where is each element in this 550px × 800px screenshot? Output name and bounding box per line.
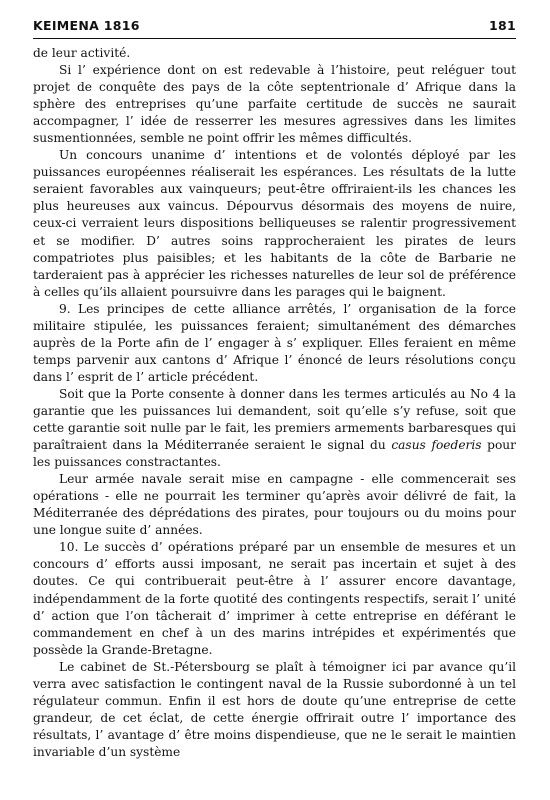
paragraph-section-10: 10. Le succès d’ opérations préparé par un ensemble de mesures et un concours d’ efforts aussi imposant, ne serait pas incertain et sujet à des doutes. Ce qui contribuerait peut-être à l’ assurer encore davantage, indépendamment de la forte quotité des contingents respectifs, serait l’ unité d’ action que l’on tâcherait d’ imprimer à cette entreprise en déférant le commandement en chef à un des marins intrépides et expérimentés que possède la Grande-Bretagne.	[33, 540, 516, 657]
paragraph: Si l’ expérience dont on est redevable à l’histoire, peut reléguer tout projet de conquête des pays de la côte septentrionale d’ Afrique dans la sphère des entreprises qu’une parfaite certitude de succès ne saurait accompagner, l’ idée de resserrer les mesures agressives dans les limites susmentionnées, semble ne point offrir les mêmes difficultés.	[33, 63, 516, 146]
paragraph	[33, 386, 516, 471]
running-header	[33, 18, 516, 39]
paragraph-text: pour les puissances constractantes.	[33, 438, 516, 470]
paragraph: Leur armée navale serait mise en campagne - elle commencerait ses opérations - elle ne pourrait les terminer qu’après avoir délivré de fait, la Méditerranée des déprédations des pirates, pour toujours ou du moins pour une longue suite d’ années.	[33, 472, 516, 538]
document-page	[33, 18, 516, 761]
paragraph-section-9: 9. Les principes de cette alliance arrêtés, l’ organisation de la force militaire stipulée, les puissances feraient; simultanément des démarches auprès de la Porte afin de l’ engager à s’ expliquer. Elles feraient en même temps parvenir aux cantons d’ Afrique l’ énoncé de leurs résolutions conçu dans l’ esprit de l’ article précédent.	[33, 301, 516, 384]
page-number: 181	[489, 18, 516, 33]
paragraph: Un concours unanime d’ intentions et de volontés déployé par les puissances européennes réaliserait les espérances. Les résultats de la lutte seraient favorables aux vainqueurs; peut-être offriraient-ils les chances les plus heureuses aux vaincus. Dépourvus désormais des moyens de nuire, ceux-ci verraient leurs dispositions belliqueuses se ralentir progressivement et se modifier. D’ autres soins rapprocheraient les pirates de leurs compatriotes plus paisibles; et les habitants de la côte de Barbarie ne tarderaient pas à apprécier les richesses naturelles de leur sol de préférence à celles qu’ils allaient poursuivre dans les parages qui le baignent.	[33, 148, 516, 299]
italic-term: casus foederis	[391, 438, 482, 453]
paragraph-continuation: de leur activité.	[33, 46, 131, 60]
paragraph-text: Soit que la Porte consente à donner dans les termes articulés au No 4 la garantie que les puissances lui demandent, soit qu’elle s’y refuse, soit que cette garantie soit nulle par le fait, les premiers armements barbaresques qui paraîtraient dans la Méditerranée seraient le signal du	[33, 386, 516, 453]
paragraph: Le cabinet de St.-Pétersbourg se plaît à témoigner ici par avance qu’il verra avec satisfaction le contingent naval de la Russie subordonné à un tel régulateur commun. Enfin il est hors de doute qu’une entreprise de cette grandeur, de cet éclat, de cette énergie offrirait outre l’ importance des résultats, l’ avantage d’ être moins dispendieuse, que ne le serait le maintien invariable d’un système	[33, 659, 516, 759]
running-title: KEIMENA 1816	[33, 18, 140, 33]
body-text	[33, 45, 516, 761]
